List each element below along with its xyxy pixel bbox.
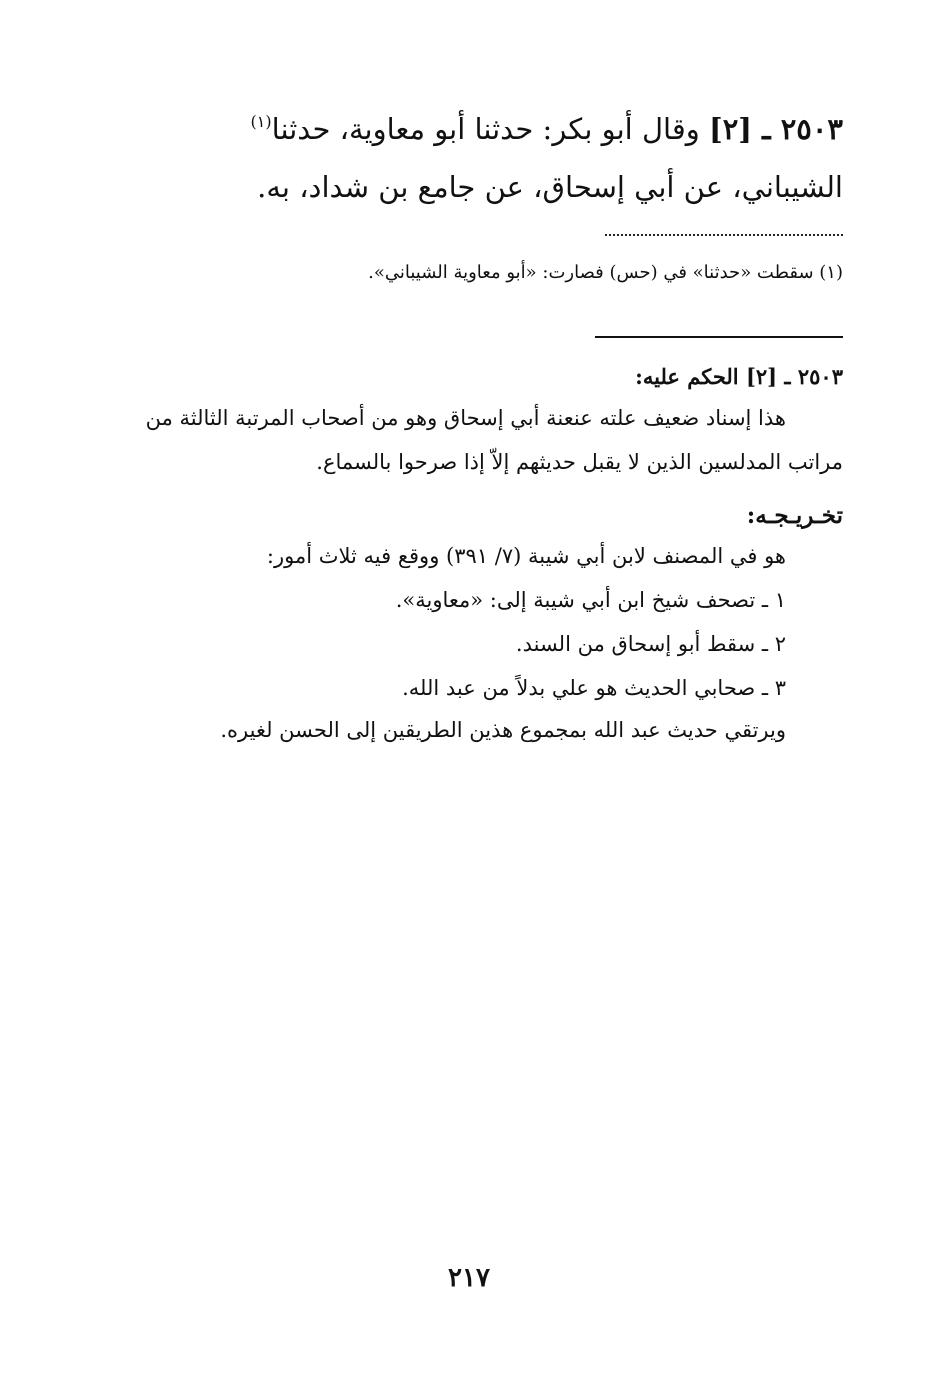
hadith-line-2: الشيباني، عن أبي إسحاق، عن جامع بن شداد، به.: [257, 170, 843, 204]
ruling-number: ٢٥٠٣ ـ [٢]: [745, 364, 843, 389]
hadith-text-1: وقال أبو بكر: حدثنا أبو معاوية، حدثنا: [271, 112, 700, 146]
ruling-text-2: مراتب المدلسين الذين لا يقبل حديثهم إلاّ إذا صرحوا بالسماع.: [316, 450, 843, 474]
ruling-title: الحكم عليه:: [635, 364, 739, 389]
footnote: (١) سقطت «حدثنا» في (حس) فصارت: «أبو معاوية الشيباني».: [368, 262, 843, 283]
hadith-line-1: [251, 112, 843, 146]
takhrij-intro: هو في المصنف لابن أبي شيبة (٧/ ٣٩١) ووقع فيه ثلاث أمور:: [266, 544, 786, 568]
ruling-text-1: هذا إسناد ضعيف علته عنعنة أبي إسحاق وهو من أصحاب المرتبة الثالثة من: [145, 406, 786, 430]
list-item: ١ ـ تصحف شيخ ابن أبي شيبة إلى: «معاوية».: [395, 588, 786, 612]
list-item: ٣ ـ صحابي الحديث هو علي بدلاً من عبد الله.: [402, 676, 786, 700]
takhrij-conclusion: ويرتقي حديث عبد الله بمجموع هذين الطريقين إلى الحسن لغيره.: [220, 718, 786, 742]
list-item: ٢ ـ سقط أبو إسحاق من السند.: [515, 632, 786, 656]
footnote-separator: [605, 234, 843, 236]
page-number: ٢١٧: [448, 1263, 490, 1293]
section-divider: [595, 336, 843, 338]
takhrij-heading: تخـريـجـه:: [746, 502, 843, 529]
footnote-marker: (١): [250, 112, 272, 131]
ruling-heading: [635, 364, 843, 389]
hadith-number: ٢٥٠٣ ـ [٢]: [708, 112, 843, 146]
